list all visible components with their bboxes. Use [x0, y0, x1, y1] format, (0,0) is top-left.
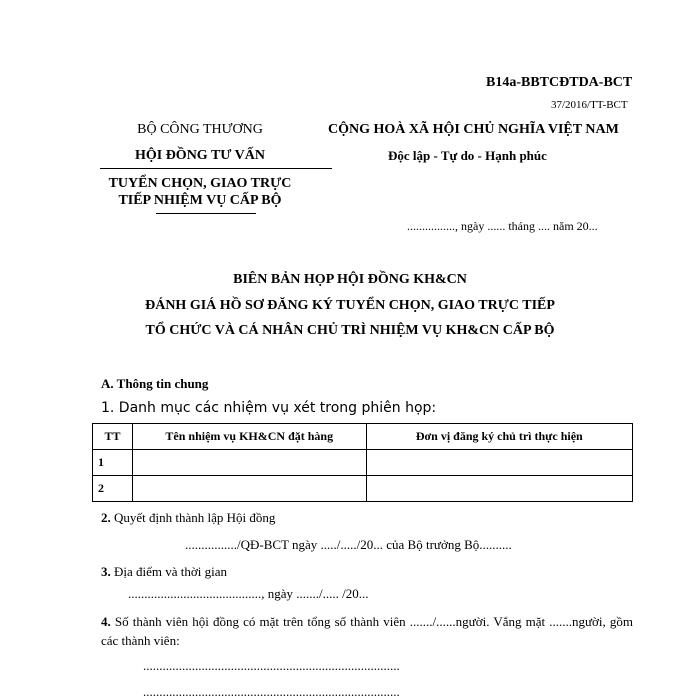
- item-4-paragraph: [101, 612, 633, 650]
- task-name-cell[interactable]: [132, 450, 366, 476]
- item-3-number: 3.: [101, 564, 111, 579]
- date-line: ................, ngày ...... tháng .... năm 20...: [407, 219, 598, 233]
- row-number: 2: [93, 476, 133, 502]
- unit-cell[interactable]: [366, 476, 632, 502]
- task-table: [92, 423, 633, 502]
- member-line-1[interactable]: ...............................................................................: [143, 658, 400, 673]
- column-header-unit: Đơn vị đăng ký chủ trì thực hiện: [366, 424, 632, 450]
- item-1-label: 1. Danh mục các nhiệm vụ xét trong phiên họp:: [101, 400, 437, 416]
- table-header-row: [93, 424, 633, 450]
- task-name-cell[interactable]: [132, 476, 366, 502]
- item-3-label: [101, 564, 227, 580]
- ministry-name: BỘ CÔNG THƯƠNG: [137, 122, 263, 137]
- row-number: 1: [93, 450, 133, 476]
- item-2-label: [101, 510, 275, 526]
- item-4-text: Số thành viên hội đồng có mặt trên tổng số thành viên ......./......người. Vắng mặt .......người, gồm các thành viên:: [101, 614, 633, 648]
- national-motto: Độc lập - Tự do - Hạnh phúc: [388, 148, 547, 163]
- section-a-heading: A. Thông tin chung: [101, 376, 209, 391]
- council-subtitle-line1: TUYỂN CHỌN, GIAO TRỰC: [108, 176, 292, 191]
- column-header-task-name: Tên nhiệm vụ KH&CN đặt hàng: [132, 424, 366, 450]
- form-reference: 37/2016/TT-BCT: [551, 99, 628, 111]
- member-line-2[interactable]: ...............................................................................: [143, 684, 400, 699]
- table-row: [93, 450, 633, 476]
- column-header-tt: TT: [93, 424, 133, 450]
- council-name: HỘI ĐỒNG TƯ VẤN: [134, 148, 266, 163]
- document-title-line1: BIÊN BẢN HỌP HỘI ĐỒNG KH&CN: [233, 272, 467, 287]
- unit-cell[interactable]: [366, 450, 632, 476]
- item-2-number: 2.: [101, 510, 111, 525]
- decision-line[interactable]: ................/QĐ-BCT ngày ...../...../20... của Bộ trưởng Bộ..........: [185, 537, 512, 552]
- table-row: [93, 476, 633, 502]
- document-title-line2: ĐÁNH GIÁ HỒ SƠ ĐĂNG KÝ TUYỂN CHỌN, GIAO TRỰC TIẾP: [145, 298, 555, 313]
- council-underline: [100, 168, 332, 169]
- document-title-line3: TỔ CHỨC VÀ CÁ NHÂN CHỦ TRÌ NHIỆM VỤ KH&CN CẤP BỘ: [145, 323, 555, 338]
- place-time-line[interactable]: ........................................., ngày ......./..... /20...: [128, 586, 369, 601]
- item-3-text: Địa điểm và thời gian: [110, 564, 228, 579]
- item-4-number: 4.: [101, 614, 111, 629]
- form-code: B14a-BBTCĐTDA-BCT: [486, 75, 633, 90]
- council-subtitle-line2: TIẾP NHIỆM VỤ CẤP BỘ: [118, 193, 282, 208]
- item-2-text: Quyết định thành lập Hội đồng: [110, 510, 276, 525]
- subtitle-underline: [156, 213, 256, 214]
- republic-name: CỘNG HOÀ XÃ HỘI CHỦ NGHĨA VIỆT NAM: [328, 122, 619, 137]
